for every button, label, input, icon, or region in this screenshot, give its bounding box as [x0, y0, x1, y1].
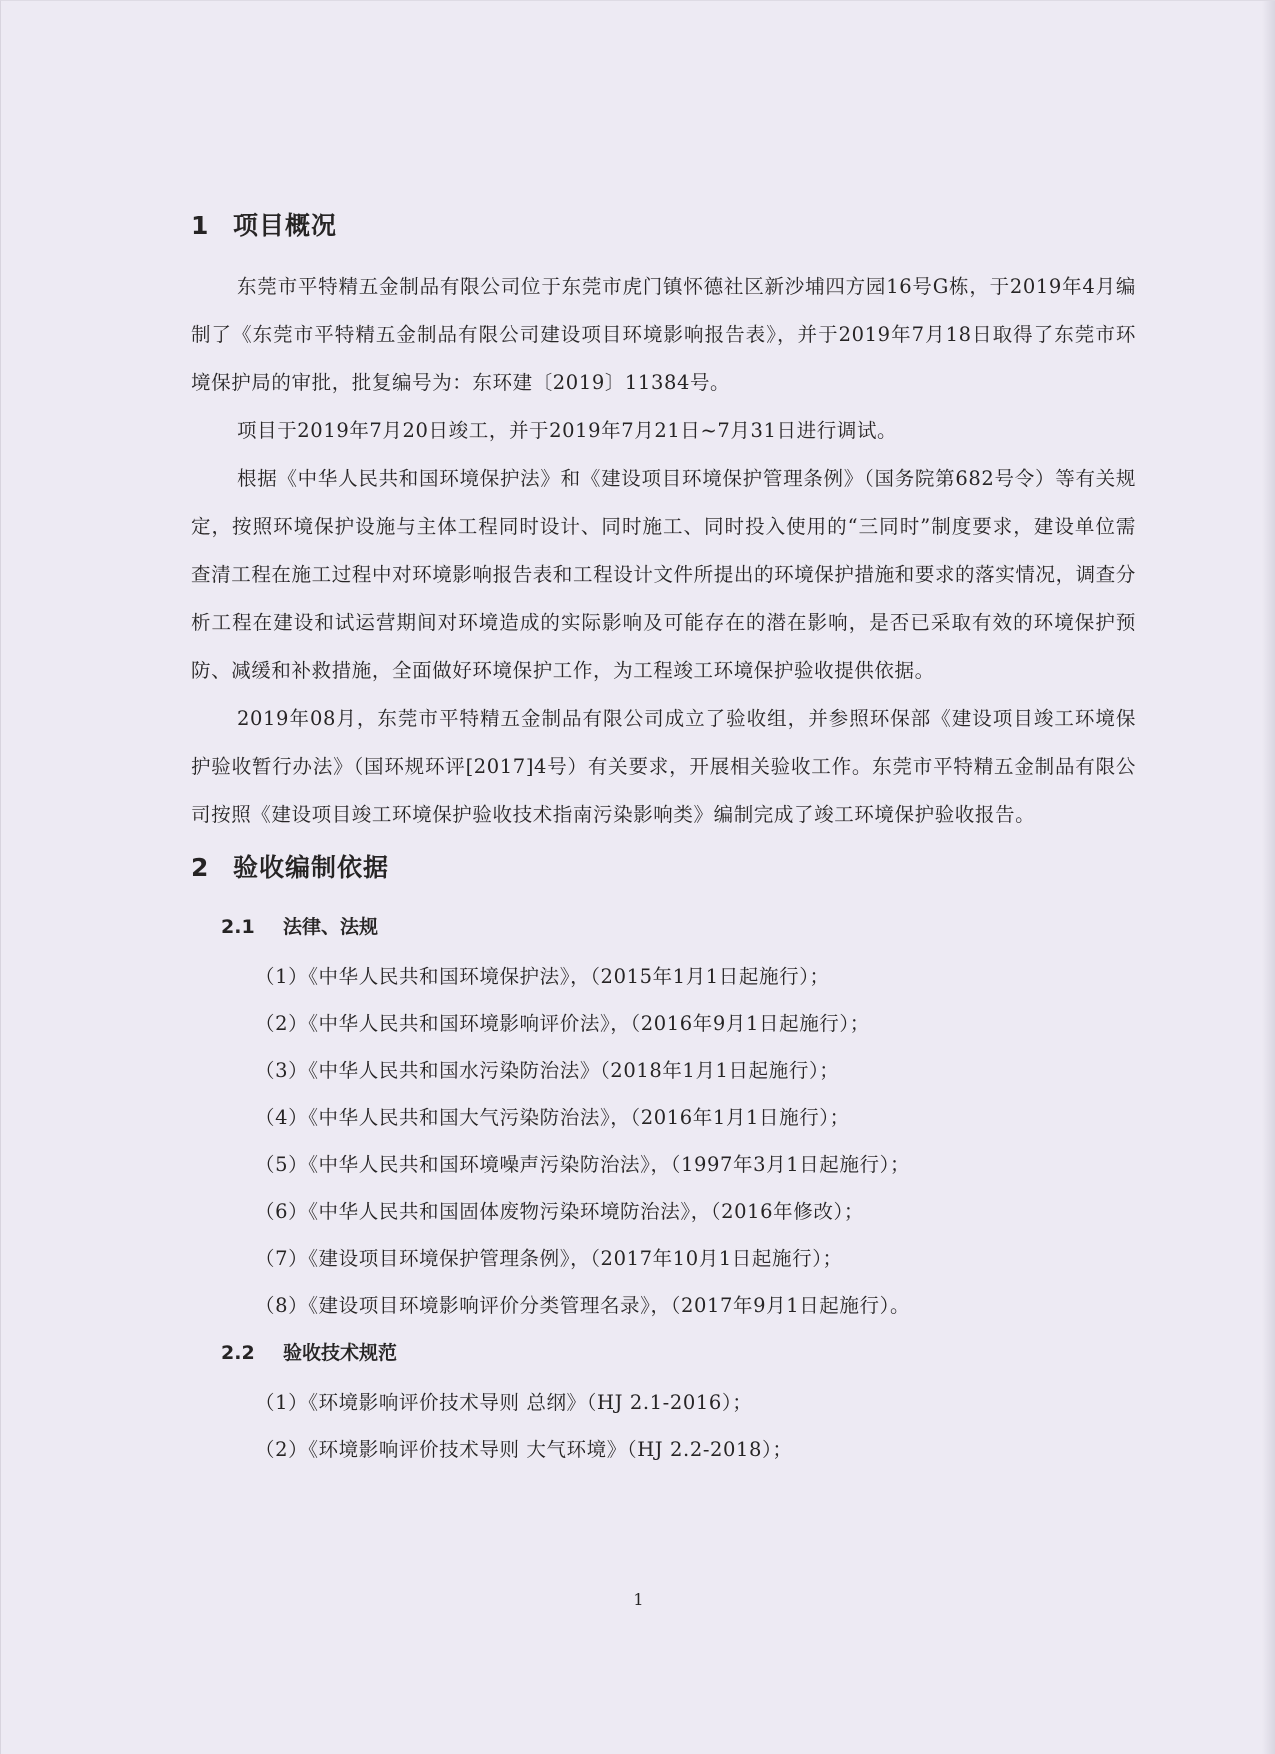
subsection-2-1-heading [221, 905, 1136, 949]
section-1-paragraph-1: 东莞市平特精五金制品有限公司位于东莞市虎门镇怀德社区新沙埔四方园16号G栋，于2019年4月编制了《东莞市平特精五金制品有限公司建设项目环境影响报告表》，并于2019年7月18日取得了东莞市环境保护局的审批，批复编号为：东环建〔2019〕11384号。 [191, 275, 1136, 394]
section-2 [191, 843, 1136, 1473]
laws-list [191, 953, 1136, 1329]
section-1 [191, 201, 1136, 839]
page-number: 1 [633, 1590, 644, 1609]
subsection-2-2-heading [221, 1331, 1136, 1375]
subsection-2-2-title: 验收技术规范 [283, 1342, 398, 1364]
section-1-paragraph-3: 根据《中华人民共和国环境保护法》和《建设项目环境保护管理条例》（国务院第682号令）等有关规定，按照环境保护设施与主体工程同时设计、同时施工、同时投入使用的“三同时”制度要求，建设单位需查清工程在施工过程中对环境影响报告表和工程设计文件所提出的环境保护措施和要求的落实情况，调查分析工程在建设和试运营期间对环境造成的实际影响及可能存在的潜在影响，是否已采取有效的环境保护预防、减缓和补救措施，全面做好环境保护工作，为工程竣工环境保护验收提供依据。 [191, 467, 1136, 682]
page-content [191, 201, 1136, 1477]
list-item: （7）《建设项目环境保护管理条例》，（2017年10月1日起施行）； [255, 1247, 843, 1270]
list-item: （6）《中华人民共和国固体废物污染环境防治法》，（2016年修改）； [255, 1200, 864, 1223]
list-item: （4）《中华人民共和国大气污染防治法》，（2016年1月1日施行）； [255, 1106, 850, 1129]
subsection-2-1-number: 2.1 [221, 916, 255, 938]
list-item: （2）《中华人民共和国环境影响评价法》，（2016年9月1日起施行）； [255, 1012, 870, 1035]
list-item: （2）《环境影响评价技术导则 大气环境》（HJ 2.2-2018）； [255, 1438, 793, 1461]
section-2-heading [191, 843, 1136, 893]
section-1-title: 项目概况 [233, 211, 338, 240]
list-item: （3）《中华人民共和国水污染防治法》（2018年1月1日起施行）； [255, 1059, 840, 1082]
subsection-2-1-title: 法律、法规 [283, 916, 379, 938]
section-1-paragraph-2: 项目于2019年7月20日竣工，并于2019年7月21日~7月31日进行调试。 [237, 419, 898, 442]
list-item: （8）《建设项目环境影响评价分类管理名录》，（2017年9月1日起施行）。 [255, 1294, 911, 1317]
list-item: （1）《中华人民共和国环境保护法》，（2015年1月1日起施行）； [255, 965, 830, 988]
section-2-number: 2 [191, 853, 210, 882]
section-1-number: 1 [191, 211, 210, 240]
section-1-heading [191, 201, 1136, 251]
subsection-2-2-number: 2.2 [221, 1342, 255, 1364]
section-2-title: 验收编制依据 [233, 853, 390, 882]
scan-edge-shadow [1262, 1, 1275, 1754]
list-item: （1）《环境影响评价技术导则 总纲》（HJ 2.1-2016）； [255, 1391, 753, 1414]
section-1-paragraph-4: 2019年08月，东莞市平特精五金制品有限公司成立了验收组，并参照环保部《建设项目竣工环境保护验收暂行办法》（国环规环评[2017]4号）有关要求，开展相关验收工作。东莞市平特精五金制品有限公司按照《建设项目竣工环境保护验收技术指南污染影响类》编制完成了竣工环境保护验收报告。 [191, 707, 1136, 826]
list-item: （5）《中华人民共和国环境噪声污染防治法》，（1997年3月1日起施行）； [255, 1153, 911, 1176]
standards-list [191, 1379, 1136, 1473]
